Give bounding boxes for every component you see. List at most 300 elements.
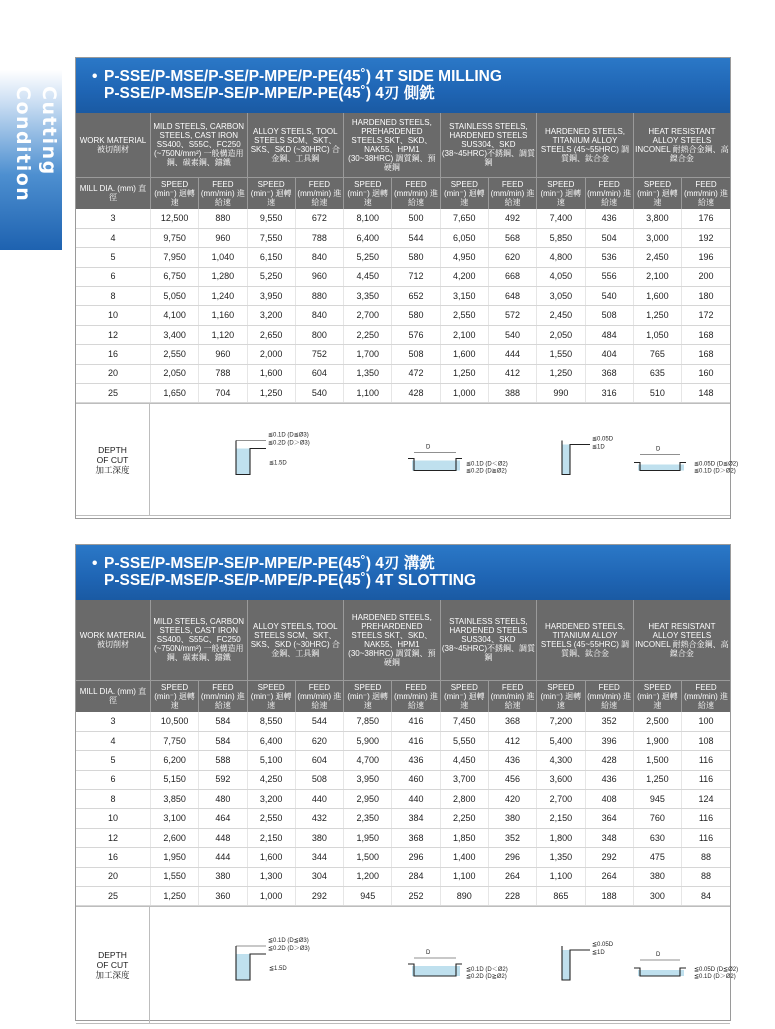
speed-cell: 1,550 [537,345,585,364]
feed-cell: 648 [488,287,536,306]
svg-text:≦0.1D (D＜Ø2): ≦0.1D (D＜Ø2) [466,967,508,974]
speed-cell: 2,500 [633,712,681,731]
feed-cell: 580 [392,306,440,325]
feed-cell: 572 [488,306,536,325]
speed-header: SPEED (min⁻) 迴轉速 [633,680,681,712]
speed-cell: 4,100 [150,306,198,325]
feed-cell: 440 [295,790,343,809]
speed-cell: 380 [633,867,681,886]
speed-cell: 3,950 [247,287,295,306]
speed-cell: 1,650 [150,384,198,403]
table-row [76,770,730,789]
table-row [76,345,730,364]
speed-header: SPEED (min⁻) 迴轉速 [440,177,488,209]
speed-cell: 1,100 [344,384,392,403]
feed-cell: 180 [682,287,730,306]
feed-cell: 368 [585,364,633,383]
mill-dia-cell: 10 [76,306,150,325]
speed-cell: 5,250 [247,267,295,286]
speed-header: SPEED (min⁻) 迴轉速 [344,680,392,712]
speed-cell: 1,950 [150,848,198,867]
speed-cell: 5,050 [150,287,198,306]
feed-cell: 200 [682,267,730,286]
table-row [76,887,730,906]
speed-cell: 3,800 [633,209,681,228]
feed-cell: 752 [295,345,343,364]
speed-cell: 7,950 [150,248,198,267]
mill-dia-cell: 8 [76,790,150,809]
speed-cell: 2,050 [537,325,585,344]
mill-dia-cell: 12 [76,828,150,847]
speed-cell: 6,200 [150,751,198,770]
section-title-line1: P-SSE/P-MSE/P-SE/P-MPE/P-PE(45˚) 4刃 溝銑 [104,555,435,572]
feed-cell: 436 [585,209,633,228]
speed-cell: 2,250 [344,325,392,344]
feed-cell: 1,240 [199,287,247,306]
speed-cell: 12,500 [150,209,198,228]
speed-cell: 3,850 [150,790,198,809]
speed-cell: 1,600 [633,287,681,306]
feed-cell: 960 [295,267,343,286]
feed-cell: 712 [392,267,440,286]
feed-cell: 440 [392,790,440,809]
speed-cell: 2,350 [344,809,392,828]
speed-cell: 3,950 [344,770,392,789]
feed-cell: 704 [199,384,247,403]
feed-cell: 292 [295,887,343,906]
speed-header: SPEED (min⁻) 迴轉速 [247,680,295,712]
feed-cell: 296 [488,848,536,867]
speed-cell: 1,250 [150,887,198,906]
svg-text:≦0.2D (D＞Ø3): ≦0.2D (D＞Ø3) [268,946,310,953]
speed-cell: 3,350 [344,287,392,306]
svg-text:≦0.05D (D≦Ø2): ≦0.05D (D≦Ø2) [694,967,739,974]
feed-cell: 508 [392,345,440,364]
svg-text:≦0.1D (D＞Ø2): ≦0.1D (D＞Ø2) [694,974,736,981]
feed-header: FEED (mm/min) 進給速 [585,177,633,209]
speed-cell: 2,100 [633,267,681,286]
speed-cell: 3,400 [150,325,198,344]
speed-cell: 1,600 [247,848,295,867]
speed-cell: 3,150 [440,287,488,306]
speed-cell: 1,250 [247,384,295,403]
section-title-line1: P-SSE/P-MSE/P-SE/P-MPE/P-PE(45˚) 4T SIDE MILLING [104,68,502,85]
feed-cell: 620 [488,248,536,267]
material-header: STAINLESS STEELS, HARDENED STEELS SUS304、SKD (38~45HRC)不銹鋼、調質鋼 [440,113,537,177]
speed-cell: 2,550 [440,306,488,325]
svg-text:≦0.05D: ≦0.05D [592,942,614,949]
feed-cell: 304 [295,867,343,886]
speed-cell: 2,700 [537,790,585,809]
speed-cell: 1,100 [537,867,585,886]
feed-cell: 540 [488,325,536,344]
feed-header: FEED (mm/min) 進給速 [295,177,343,209]
feed-cell: 404 [585,345,633,364]
speed-cell: 1,000 [440,384,488,403]
speed-cell: 1,700 [344,345,392,364]
speed-cell: 3,200 [247,790,295,809]
feed-cell: 284 [392,867,440,886]
speed-cell: 2,250 [440,809,488,828]
feed-cell: 464 [199,809,247,828]
feed-cell: 296 [392,848,440,867]
speed-cell: 1,850 [440,828,488,847]
speed-cell: 1,600 [440,345,488,364]
material-header: HARDENED STEELS, TITANIUM ALLOY STEELS (45~55HRC) 調質鋼、鈦合金 [537,600,634,680]
feed-header: FEED (mm/min) 進給速 [199,177,247,209]
speed-cell: 1,500 [633,751,681,770]
mill-dia-cell: 5 [76,248,150,267]
speed-cell: 1,950 [344,828,392,847]
feed-cell: 116 [682,770,730,789]
speed-cell: 3,050 [537,287,585,306]
speed-cell: 2,100 [440,325,488,344]
speed-cell: 1,350 [537,848,585,867]
cutting-table [76,113,730,403]
feed-cell: 436 [392,751,440,770]
mill-dia-cell: 20 [76,867,150,886]
feed-cell: 352 [585,712,633,731]
speed-cell: 8,550 [247,712,295,731]
speed-header: SPEED (min⁻) 迴轉速 [247,177,295,209]
svg-text:≦1.5D: ≦1.5D [269,460,287,467]
side-tab-label: Cutting Condition [12,86,60,203]
speed-cell: 3,600 [537,770,585,789]
table-row [76,267,730,286]
speed-cell: 2,950 [344,790,392,809]
svg-text:D: D [426,444,431,451]
feed-cell: 604 [295,751,343,770]
svg-text:≦0.2D (D≧Ø2): ≦0.2D (D≧Ø2) [466,468,507,475]
feed-cell: 672 [295,209,343,228]
speed-cell: 9,750 [150,228,198,247]
speed-cell: 7,400 [537,209,585,228]
speed-cell: 1,250 [633,306,681,325]
speed-cell: 890 [440,887,488,906]
speed-cell: 1,900 [633,731,681,750]
svg-text:≦0.1D (D＞Ø2): ≦0.1D (D＞Ø2) [694,468,736,475]
speed-cell: 2,150 [247,828,295,847]
feed-cell: 172 [682,306,730,325]
svg-text:≦0.1D (D≦Ø3): ≦0.1D (D≦Ø3) [268,432,309,439]
speed-cell: 1,350 [344,364,392,383]
mill-dia-cell: 5 [76,751,150,770]
feed-cell: 540 [585,287,633,306]
feed-cell: 420 [488,790,536,809]
speed-cell: 5,900 [344,731,392,750]
feed-cell: 788 [295,228,343,247]
speed-cell: 2,450 [537,306,585,325]
feed-cell: 432 [295,809,343,828]
feed-cell: 536 [585,248,633,267]
feed-cell: 344 [295,848,343,867]
feed-cell: 472 [392,364,440,383]
feed-header: FEED (mm/min) 進給速 [199,680,247,712]
feed-cell: 148 [682,384,730,403]
speed-cell: 5,850 [537,228,585,247]
speed-cell: 5,400 [537,731,585,750]
svg-text:≦0.2D (D≧Ø2): ≦0.2D (D≧Ø2) [466,974,507,981]
feed-cell: 428 [585,751,633,770]
slotting-section [75,544,739,1021]
mill-dia-cell: 25 [76,384,150,403]
depth-of-cut-diagram [150,907,739,1025]
section-banner: • P-SSE/P-MSE/P-SE/P-MPE/P-PE(45˚) 4T SIDE MILLING P-SSE/P-MSE/P-SE/P-MPE/P-PE(45˚) 4刃 側銑 [76,58,730,113]
feed-cell: 380 [199,867,247,886]
feed-cell: 800 [295,325,343,344]
feed-cell: 500 [392,209,440,228]
side-tab [0,0,62,250]
svg-text:≦0.05D (D≦Ø2): ≦0.05D (D≦Ø2) [694,461,739,468]
mill-dia-cell: 16 [76,345,150,364]
speed-cell: 5,150 [150,770,198,789]
speed-cell: 4,800 [537,248,585,267]
depth-label: DEPTH OF CUT 加工深度 [76,907,150,1023]
depth-label: DEPTH OF CUT 加工深度 [76,404,150,515]
speed-header: SPEED (min⁻) 迴轉速 [633,177,681,209]
feed-cell: 620 [295,731,343,750]
feed-cell: 352 [488,828,536,847]
speed-cell: 7,200 [537,712,585,731]
mill-dia-cell: 12 [76,325,150,344]
feed-cell: 840 [295,248,343,267]
feed-header: FEED (mm/min) 進給速 [682,177,730,209]
table-row [76,848,730,867]
mill-dia-cell: 4 [76,228,150,247]
feed-cell: 584 [199,731,247,750]
feed-cell: 192 [682,228,730,247]
feed-header: FEED (mm/min) 進給速 [488,177,536,209]
side-cut-diagram-1 [236,938,310,980]
speed-cell: 2,550 [150,345,198,364]
work-material-header: WORK MATERIAL 被切削材 [76,113,150,177]
speed-cell: 7,450 [440,712,488,731]
speed-cell: 1,250 [537,364,585,383]
feed-cell: 252 [392,887,440,906]
feed-cell: 444 [488,345,536,364]
speed-header: SPEED (min⁻) 迴轉速 [344,177,392,209]
section-banner: • P-SSE/P-MSE/P-SE/P-MPE/P-PE(45˚) 4刃 溝銑 P-SSE/P-MSE/P-SE/P-MPE/P-PE(45˚) 4T SLOTTING [76,545,730,600]
feed-cell: 504 [585,228,633,247]
speed-cell: 1,800 [537,828,585,847]
speed-cell: 3,700 [440,770,488,789]
work-material-header: WORK MATERIAL 被切削材 [76,600,150,680]
feed-cell: 568 [488,228,536,247]
speed-cell: 4,450 [440,751,488,770]
feed-cell: 116 [682,809,730,828]
mill-dia-header: MILL DIA. (mm) 直徑 [76,177,150,209]
feed-cell: 448 [199,828,247,847]
feed-cell: 380 [488,809,536,828]
slot-diagram-2 [634,952,738,980]
feed-cell: 116 [682,828,730,847]
speed-cell: 2,650 [247,325,295,344]
feed-cell: 292 [585,848,633,867]
table-row [76,209,730,228]
table-row [76,228,730,247]
feed-cell: 484 [585,325,633,344]
speed-cell: 760 [633,809,681,828]
svg-text:≦0.05D: ≦0.05D [592,436,614,443]
depth-of-cut [76,906,739,1024]
table-row [76,828,730,847]
speed-header: SPEED (min⁻) 迴轉速 [537,177,585,209]
feed-cell: 584 [199,712,247,731]
feed-cell: 88 [682,867,730,886]
feed-cell: 360 [199,887,247,906]
feed-cell: 540 [295,384,343,403]
feed-cell: 188 [585,887,633,906]
feed-cell: 396 [585,731,633,750]
feed-cell: 160 [682,364,730,383]
speed-cell: 1,500 [344,848,392,867]
feed-cell: 364 [585,809,633,828]
feed-cell: 592 [199,770,247,789]
speed-cell: 1,050 [633,325,681,344]
material-header: HARDENED STEELS, TITANIUM ALLOY STEELS (45~55HRC) 調質鋼、鈦合金 [537,113,634,177]
feed-cell: 456 [488,770,536,789]
feed-cell: 416 [392,712,440,731]
cutting-table [76,600,730,906]
speed-cell: 1,200 [344,867,392,886]
speed-cell: 7,750 [150,731,198,750]
feed-cell: 460 [392,770,440,789]
table-row [76,248,730,267]
table-row [76,867,730,886]
speed-cell: 2,450 [633,248,681,267]
feed-cell: 412 [488,731,536,750]
side-cut-diagram-1 [236,433,310,475]
feed-cell: 480 [199,790,247,809]
speed-cell: 2,000 [247,345,295,364]
table-row [76,287,730,306]
speed-cell: 1,300 [247,867,295,886]
speed-cell: 4,250 [247,770,295,789]
speed-cell: 1,400 [440,848,488,867]
feed-cell: 588 [199,751,247,770]
depth-of-cut-diagram [150,404,739,517]
svg-text:D: D [656,952,661,959]
side-cut-diagram-2 [562,437,614,475]
mill-dia-cell: 25 [76,887,150,906]
speed-header: SPEED (min⁻) 迴轉速 [440,680,488,712]
speed-cell: 1,250 [633,770,681,789]
speed-cell: 635 [633,364,681,383]
mill-dia-cell: 3 [76,712,150,731]
feed-cell: 444 [199,848,247,867]
feed-cell: 368 [488,712,536,731]
feed-cell: 380 [295,828,343,847]
feed-cell: 228 [488,887,536,906]
feed-cell: 576 [392,325,440,344]
speed-cell: 945 [344,887,392,906]
feed-cell: 196 [682,248,730,267]
speed-cell: 3,000 [633,228,681,247]
material-header: MILD STEELS, CARBON STEELS, CAST IRON SS400、S55C、FC250 (~750N/mm²) 一般構造用鋼、碳素鋼、鑄鐵 [150,113,247,177]
feed-cell: 100 [682,712,730,731]
speed-cell: 3,200 [247,306,295,325]
feed-cell: 84 [682,887,730,906]
speed-cell: 1,100 [440,867,488,886]
speed-cell: 990 [537,384,585,403]
speed-cell: 4,700 [344,751,392,770]
mill-dia-cell: 6 [76,770,150,789]
speed-cell: 4,050 [537,267,585,286]
speed-header: SPEED (min⁻) 迴轉速 [150,680,198,712]
feed-cell: 544 [295,712,343,731]
mill-dia-cell: 10 [76,809,150,828]
table-row [76,712,730,731]
feed-cell: 116 [682,751,730,770]
speed-cell: 945 [633,790,681,809]
svg-text:≦1.5D: ≦1.5D [269,966,287,973]
speed-cell: 2,050 [150,364,198,383]
speed-header: SPEED (min⁻) 迴轉速 [537,680,585,712]
feed-cell: 1,160 [199,306,247,325]
speed-cell: 2,600 [150,828,198,847]
speed-cell: 7,850 [344,712,392,731]
table-row [76,306,730,325]
feed-header: FEED (mm/min) 進給速 [488,680,536,712]
feed-cell: 408 [585,790,633,809]
speed-cell: 5,250 [344,248,392,267]
feed-cell: 168 [682,345,730,364]
svg-text:D: D [426,950,431,957]
speed-cell: 1,550 [150,867,198,886]
feed-cell: 960 [199,228,247,247]
material-header: MILD STEELS, CARBON STEELS, CAST IRON SS400、S55C、FC250 (~750N/mm²) 一般構造用鋼、碳素鋼、鑄鐵 [150,600,247,680]
speed-cell: 6,400 [247,731,295,750]
speed-cell: 300 [633,887,681,906]
section-title-line2: P-SSE/P-MSE/P-SE/P-MPE/P-PE(45˚) 4T SLOTTING [104,572,477,589]
speed-header: SPEED (min⁻) 迴轉速 [150,177,198,209]
mill-dia-cell: 16 [76,848,150,867]
svg-text:≦0.2D (D＞Ø3): ≦0.2D (D＞Ø3) [268,440,310,447]
side-milling-section [75,57,739,519]
slot-diagram-1 [408,445,508,475]
speed-cell: 475 [633,848,681,867]
feed-cell: 316 [585,384,633,403]
speed-cell: 10,500 [150,712,198,731]
feed-cell: 384 [392,809,440,828]
speed-cell: 6,400 [344,228,392,247]
speed-cell: 2,700 [344,306,392,325]
depth-of-cut [76,403,739,516]
feed-cell: 580 [392,248,440,267]
material-header: STAINLESS STEELS, HARDENED STEELS SUS304、SKD (38~45HRC)不銹鋼、調質鋼 [440,600,537,680]
mill-dia-cell: 4 [76,731,150,750]
material-header: HARDENED STEELS, PREHARDENED STEELS SKT、SKD、NAK55、HPM1 (30~38HRC) 調質鋼、預硬鋼 [344,600,441,680]
speed-cell: 4,200 [440,267,488,286]
speed-cell: 630 [633,828,681,847]
feed-cell: 436 [488,751,536,770]
material-header: HEAT RESISTANT ALLOY STEELS INCONEL 耐熱合金鋼、高鎳合金 [633,113,730,177]
feed-cell: 168 [682,325,730,344]
feed-cell: 604 [295,364,343,383]
feed-header: FEED (mm/min) 進給速 [295,680,343,712]
svg-text:≦1D: ≦1D [592,444,605,451]
speed-cell: 7,650 [440,209,488,228]
speed-cell: 1,600 [247,364,295,383]
speed-cell: 765 [633,345,681,364]
feed-cell: 652 [392,287,440,306]
speed-cell: 1,250 [440,364,488,383]
side-cut-diagram-2 [562,942,614,980]
feed-cell: 508 [295,770,343,789]
table-row [76,751,730,770]
speed-cell: 5,100 [247,751,295,770]
feed-cell: 492 [488,209,536,228]
